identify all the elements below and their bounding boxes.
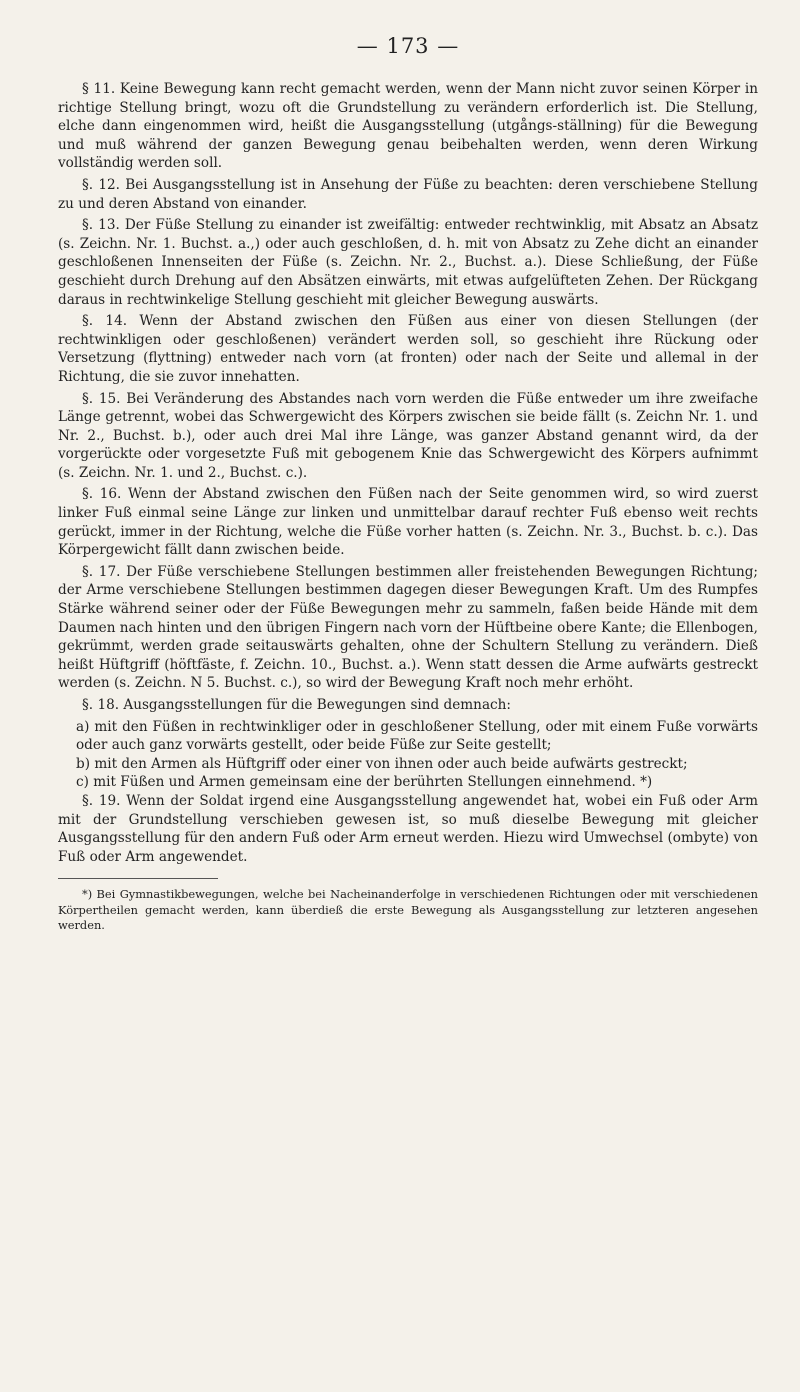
paragraph-17: §. 17. Der Füße verschiebene Stellungen bestimmen aller freistehenden Bewegungen Richtung; der Arme verschiebene Stellungen bestimmen dagegen dieser Bewegungen Kraft. Um des Rumpfes Stärke während seiner oder der Füße Bewegungen mehr zu sammeln, faßen beide Hände mit dem Daumen nach hinten und den übrigen Fingern nach vorn der Hüftbeine obere Kante; die Ellenbogen, gekrümmt, werden grade seitauswärts gehalten, ohne der Schultern Stellung zu verändern. Dieß heißt Hüftgriff (höftfäste, f. Zeichn. 10., Buchst. a.). Wenn statt dessen die Arme aufwärts gestreckt werden (s. Zeichn. N 5. Buchst. c.), so wird der Bewegung Kraft noch mehr erhöht. (58, 563, 758, 692)
paragraph-11: § 11. Keine Bewegung kann recht gemacht werden, wenn der Mann nicht zuvor seinen Körper in richtige Stellung bringt, wozu oft die Grundstellung zu verändern erforderlich ist. Die Stellung, elche dann eingenommen wird, heißt die Ausgangsstellung (utgångs-ställning) für die Bewegung und muß während der ganzen Bewegung genau beibehalten werden, wenn deren Wirkung vollständig werden soll. (58, 81, 758, 172)
list-item-c: c) mit Füßen und Armen gemeinsam eine der berührten Stellungen einnehmend. *) (76, 774, 653, 791)
paragraph-12: §. 12. Bei Ausgangsstellung ist in Ansehung der Füße zu beachten: deren verschiebene Stellung zu und deren Abstand von einander. (58, 176, 758, 212)
paragraph-19: §. 19. Wenn der Soldat irgend eine Ausgangsstellung angewendet hat, wobei ein Fuß oder Arm mit der Grundstellung verschieben gewesen ist, so muß dieselbe Bewegung mit gleicher Ausgangsstellung für den andern Fuß oder Arm erneut werden. Hiezu wird Umwechsel (ombyte) von Fuß oder Arm angewendet. (58, 792, 758, 865)
footnote-divider (58, 878, 218, 879)
paragraph-18: §. 18. Ausgangsstellungen für die Bewegungen sind demnach: (82, 697, 511, 713)
page-number: — 173 — (356, 34, 460, 58)
footnote: *) Bei Gymnastikbewegungen, welche bei Nacheinanderfolge in verschiedenen Richtungen oder mit verschiedenen Körpertheilen gemacht werden, kann überdieß die erste Bewegung als Ausgangsstellung zur letzteren angesehen werden. (58, 887, 758, 932)
book-page (58, 28, 758, 1368)
list-item-a: a) mit den Füßen in rechtwinkliger oder in geschloßener Stellung, oder mit einem Fuße vorwärts oder auch ganz vorwärts gestellt, oder beide Füße zur Seite gestellt; (76, 718, 758, 754)
list-item-b: b) mit den Armen als Hüftgriff oder einer von ihnen oder auch beide aufwärts gestreckt; (76, 755, 688, 772)
paragraph-15: §. 15. Bei Veränderung des Abstandes nach vorn werden die Füße entweder um ihre zweifache Länge getrennt, wobei das Schwergewicht des Körpers zwischen sie beide fällt (s. Zeichn Nr. 1. und Nr. 2., Buchst. b.), oder auch drei Mal ihre Länge, was ganzer Abstand genannt wird, da der vorgerückte oder vorgesetzte Fuß mit gebogenem Knie das Schwergewicht des Körpers aufnimmt (s. Zeichn. Nr. 1. und 2., Buchst. c.). (58, 390, 758, 481)
paragraph-14: §. 14. Wenn der Abstand zwischen den Füßen aus einer von diesen Stellungen (der rechtwinkligen oder geschloßenen) verändert werden soll, so geschieht ihre Rückung oder Versetzung (flyttning) entweder nach vorn (at fronten) oder nach der Seite und allemal in der Richtung, die sie zuvor innehatten. (58, 313, 758, 385)
paragraph-13: §. 13. Der Füße Stellung zu einander ist zweifältig: entweder rechtwinklig, mit Absatz an Absatz (s. Zeichn. Nr. 1. Buchst. a.,) oder auch geschloßen, d. h. mit von Absatz zu Zehe dicht an einander geschloßenen Innenseiten der Füße (s. Zeichn. Nr. 2., Buchst. a.). Diese Schließung, der Füße geschieht durch Drehung auf den Absätzen einwärts, mit etwas aufgelüfteten Zehen. Der Rückgang daraus in rechtwinkelige Stellung geschieht mit gleicher Bewegung auswärts. (58, 217, 758, 308)
body-text (58, 80, 758, 866)
paragraph-16: §. 16. Wenn der Abstand zwischen den Füßen nach der Seite genommen wird, so wird zuerst linker Fuß einmal seine Länge zur linken und unmittelbar darauf rechter Fuß ebenso weit rechts gerückt, immer in der Richtung, welche die Füße vorher hatten (s. Zeichn. Nr. 3., Buchst. b. c.). Das Körpergewicht fällt dann zwischen beide. (58, 486, 758, 559)
